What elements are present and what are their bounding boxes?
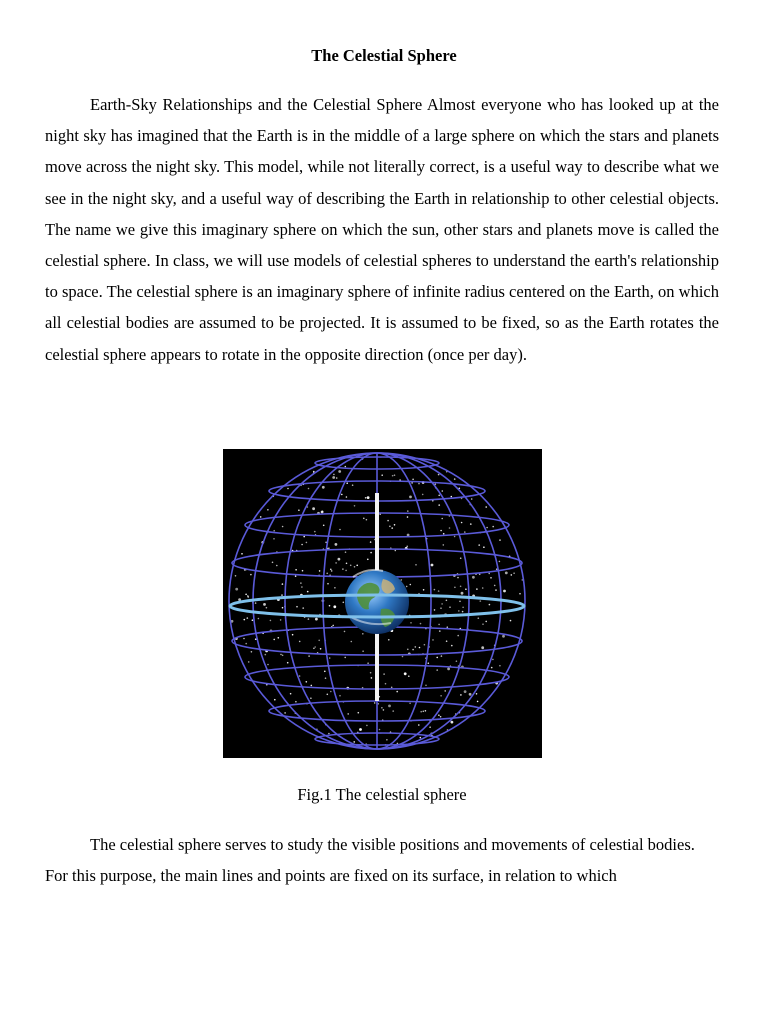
- celestial-sphere-figure: [223, 449, 542, 758]
- celestial-sphere-illustration: [223, 449, 542, 758]
- figure-caption: Fig.1 The celestial sphere: [297, 785, 467, 804]
- body-paragraph: The celestial sphere serves to study the visible positions and movements of celestial bodies. For this purpose, the main lines and points are fixed on its surface, in relation to which: [45, 835, 695, 886]
- earth-icon: [345, 570, 409, 634]
- intro-paragraph: Earth-Sky Relationships and the Celestial Sphere Almost everyone who has looked up at the night sky has imagined that the Earth is in the middle of a large sphere on which the stars and planets move across the night sky. This model, while not literally correct, is a useful way to describe what we see in the night sky, and a useful way of describing the Earth in relationship to other celestial objects. The name we give this imaginary sphere on which the sun, other stars and planets move is called the celestial sphere. In class, we will use models of celestial spheres to understand the earth's relationship to space. The celestial sphere is an imaginary sphere of infinite radius centered on the Earth, on which all celestial bodies are assumed to be projected. It is assumed to be fixed, so as the Earth rotates the celestial sphere appears to rotate in the opposite direction (once per day).: [45, 95, 719, 364]
- page-title: The Celestial Sphere: [311, 46, 457, 65]
